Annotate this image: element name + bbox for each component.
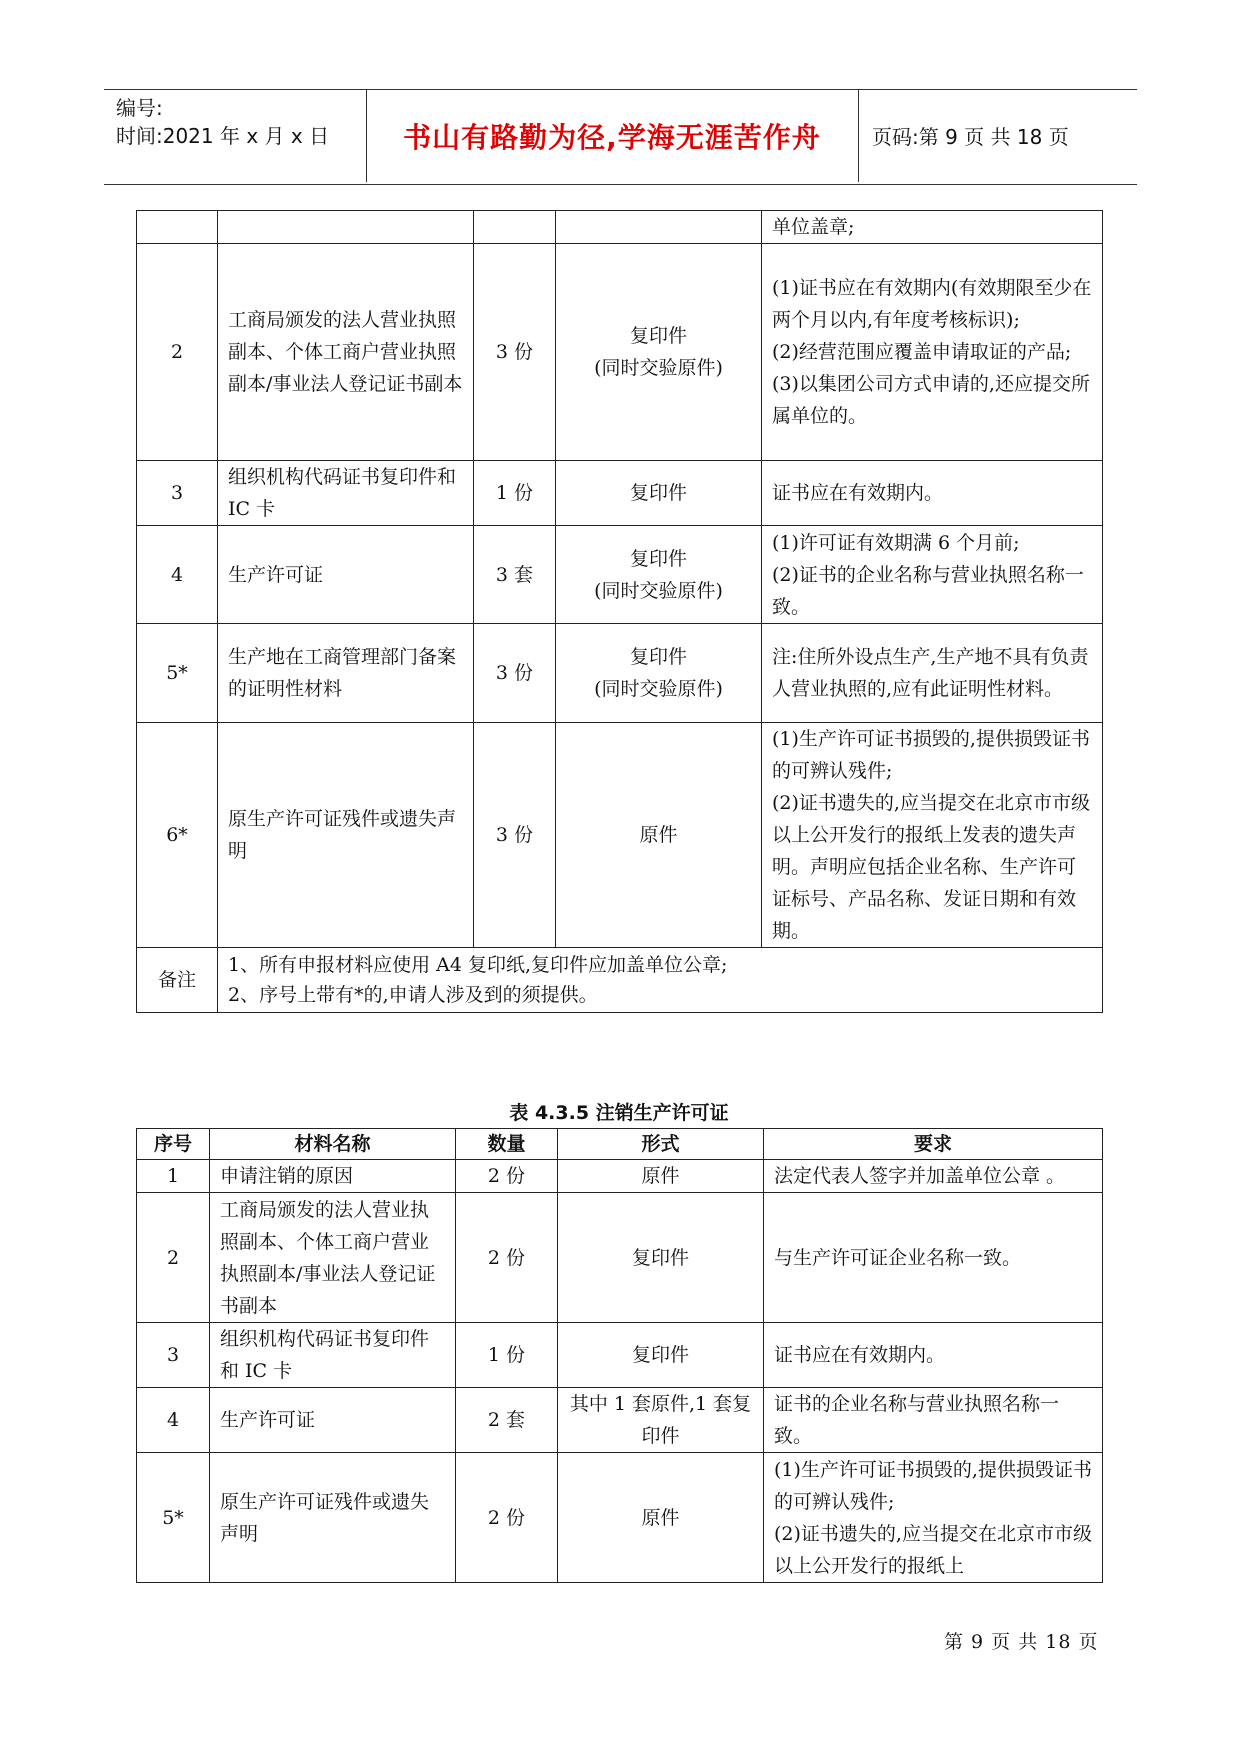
row-number: 3: [137, 461, 218, 526]
table-row: [137, 244, 1103, 461]
row-number: 6*: [137, 723, 218, 948]
table-row: [137, 1193, 1103, 1323]
row-number: 2: [137, 244, 218, 461]
quantity: 2 套: [456, 1388, 558, 1453]
header-name: 材料名称: [210, 1129, 456, 1160]
table-row: [137, 1160, 1103, 1193]
cancellation-materials-table: [136, 1128, 1103, 1583]
quantity: 2 份: [456, 1160, 558, 1193]
form: 原件: [558, 1160, 764, 1193]
page-footer: 第 9 页 共 18 页: [944, 1631, 1099, 1653]
row-number: 4: [137, 1388, 210, 1453]
row-number: [137, 211, 218, 244]
requirement: (1)生产许可证书损毁的,提供损毁证书的可辨认残件; (2)证书遗失的,应当提交在北京市市级以上公开发行的报纸上: [764, 1453, 1103, 1583]
row-number: 2: [137, 1193, 210, 1323]
quantity: 3 份: [474, 244, 556, 461]
quantity: 1 份: [474, 461, 556, 526]
table-row: [137, 723, 1103, 948]
row-number: 5*: [137, 624, 218, 723]
table-row: [137, 1323, 1103, 1388]
table2-body: [137, 1160, 1103, 1583]
table1-body: [137, 211, 1103, 948]
document-time-label: 时间:2021 年 x 月 x 日: [116, 124, 330, 148]
requirement: 法定代表人签字并加盖单位公章 。: [764, 1160, 1103, 1193]
header-qty: 数量: [456, 1129, 558, 1160]
row-number: 4: [137, 526, 218, 624]
requirement: 单位盖章;: [762, 211, 1103, 244]
form: 复印件 (同时交验原件): [556, 624, 762, 723]
table-row: [137, 526, 1103, 624]
requirement: 证书应在有效期内。: [762, 461, 1103, 526]
requirement: 与生产许可证企业名称一致。: [764, 1193, 1103, 1323]
page-header: [104, 89, 1137, 185]
remark-row: [137, 948, 1103, 1013]
table-header-row: [137, 1129, 1103, 1160]
material-name: 组织机构代码证书复印件和 IC 卡: [210, 1323, 456, 1388]
quantity: 2 份: [456, 1193, 558, 1323]
table-row: [137, 624, 1103, 723]
material-name: 原生产许可证残件或遗失声明: [210, 1453, 456, 1583]
remark-text: 1、所有申报材料应使用 A4 复印纸,复印件应加盖单位公章; 2、序号上带有*的,申请人涉及到的须提供。: [218, 948, 1103, 1013]
table-row: [137, 1453, 1103, 1583]
header-req: 要求: [764, 1129, 1103, 1160]
quantity: 3 份: [474, 723, 556, 948]
form: 原件: [558, 1453, 764, 1583]
form: 原件: [556, 723, 762, 948]
material-name: 申请注销的原因: [210, 1160, 456, 1193]
table-row: [137, 1388, 1103, 1453]
header-form: 形式: [558, 1129, 764, 1160]
material-name: 工商局颁发的法人营业执照副本、个体工商户营业执照副本/事业法人登记证书副本: [210, 1193, 456, 1323]
form: 其中 1 套原件,1 套复印件: [558, 1388, 764, 1453]
requirement: 证书应在有效期内。: [764, 1323, 1103, 1388]
material-name: 生产许可证: [210, 1388, 456, 1453]
form: 复印件: [558, 1193, 764, 1323]
header-motto: 书山有路勤为径,学海无涯苦作舟: [403, 121, 821, 154]
row-number: 1: [137, 1160, 210, 1193]
requirement: (1)许可证有效期满 6 个月前; (2)证书的企业名称与营业执照名称一致。: [762, 526, 1103, 624]
requirement: 注:住所外设点生产,生产地不具有负责人营业执照的,应有此证明性材料。: [762, 624, 1103, 723]
quantity: 3 份: [474, 624, 556, 723]
material-name: 生产许可证: [218, 526, 474, 624]
materials-table-continued: [136, 210, 1103, 1013]
material-name: [218, 211, 474, 244]
requirement: 证书的企业名称与营业执照名称一致。: [764, 1388, 1103, 1453]
row-number: 3: [137, 1323, 210, 1388]
quantity: 3 套: [474, 526, 556, 624]
header-divider: [858, 90, 859, 182]
header-left: [116, 94, 329, 150]
header-page-label: 页码:第 9 页 共 18 页: [872, 125, 1069, 149]
material-name: 生产地在工商管理部门备案的证明性材料: [218, 624, 474, 723]
quantity: [474, 211, 556, 244]
table-row: [137, 211, 1103, 244]
quantity: 1 份: [456, 1323, 558, 1388]
form: 复印件: [556, 461, 762, 526]
form: [556, 211, 762, 244]
table-row: [137, 461, 1103, 526]
form: 复印件: [558, 1323, 764, 1388]
row-number: 5*: [137, 1453, 210, 1583]
requirement: (1)生产许可证书损毁的,提供损毁证书的可辨认残件; (2)证书遗失的,应当提交在北京市市级以上公开发行的报纸上发表的遗失声明。声明应包括企业名称、生产许可证标号、产品名称、发证日期和有效期。: [762, 723, 1103, 948]
form: 复印件 (同时交验原件): [556, 526, 762, 624]
requirement: (1)证书应在有效期内(有效期限至少在两个月以内,有年度考核标识); (2)经营范围应覆盖申请取证的产品; (3)以集团公司方式申请的,还应提交所属单位的。: [762, 244, 1103, 461]
material-name: 工商局颁发的法人营业执照副本、个体工商户营业执照副本/事业法人登记证书副本: [218, 244, 474, 461]
material-name: 组织机构代码证书复印件和 IC 卡: [218, 461, 474, 526]
document-number-label: 编号:: [116, 96, 163, 120]
remark-label: 备注: [137, 948, 218, 1013]
quantity: 2 份: [456, 1453, 558, 1583]
table-caption: 表 4.3.5 注销生产许可证: [509, 1102, 729, 1124]
header-no: 序号: [137, 1129, 210, 1160]
form: 复印件 (同时交验原件): [556, 244, 762, 461]
material-name: 原生产许可证残件或遗失声明: [218, 723, 474, 948]
